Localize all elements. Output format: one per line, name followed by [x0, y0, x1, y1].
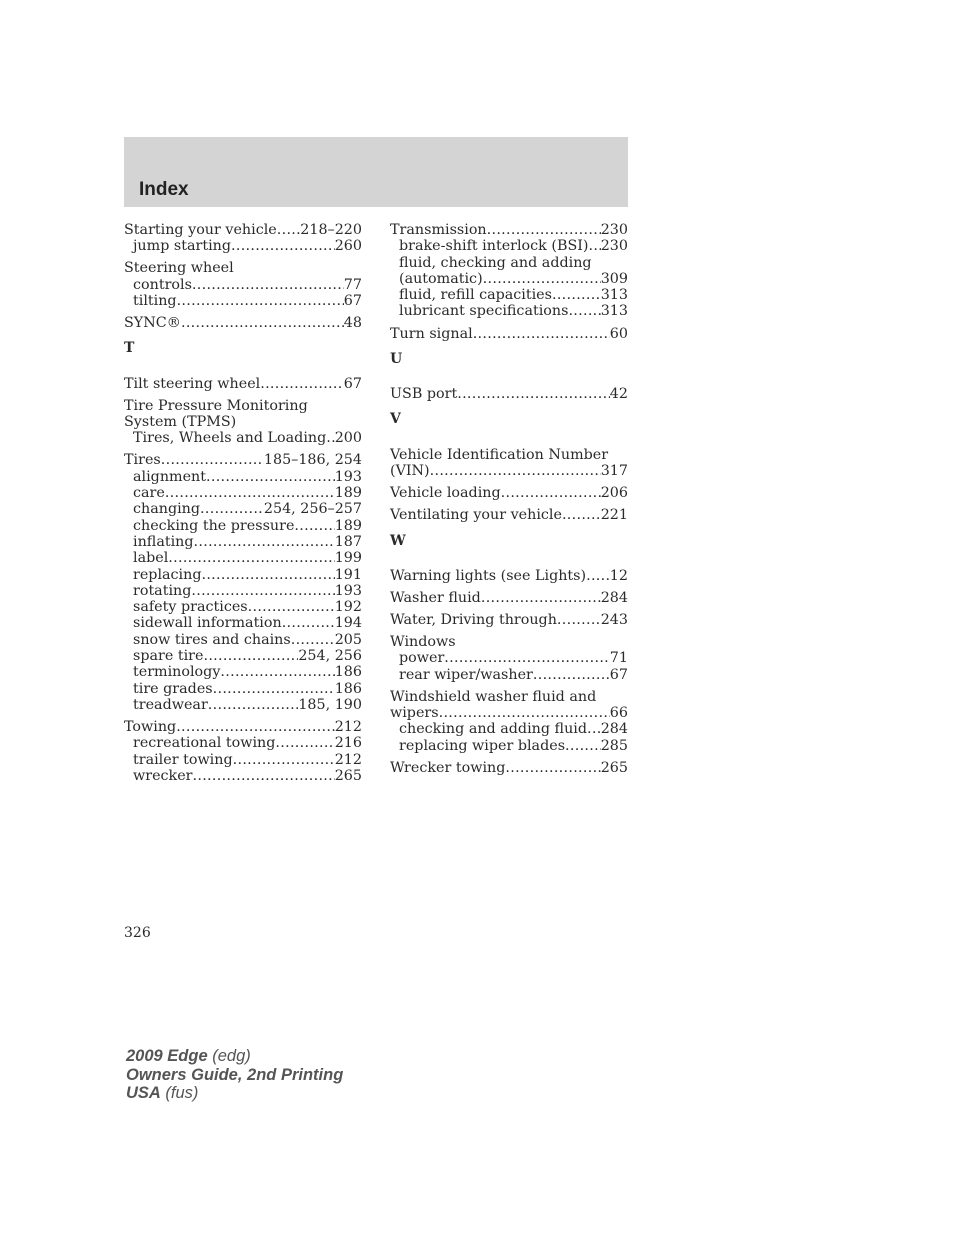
index-term: Ventilating your vehicle	[390, 507, 562, 524]
index-term: trailer towing	[133, 751, 233, 768]
index-entry	[390, 612, 628, 628]
index-term: safety practices	[133, 599, 248, 616]
index-page-ref: 260	[334, 238, 362, 255]
index-term: recreational towing	[133, 735, 276, 752]
dot-leader	[177, 293, 344, 309]
index-entry-line	[390, 222, 628, 238]
index-page-ref: 185, 190	[298, 696, 362, 713]
index-term: Steering wheel	[124, 260, 234, 277]
index-subentry-line	[124, 501, 362, 517]
index-term: Windshield washer fluid and	[390, 688, 597, 705]
index-entry-line	[124, 398, 362, 414]
index-entry	[124, 260, 362, 309]
index-entry-line	[390, 590, 628, 606]
footer-market: USA	[126, 1084, 161, 1102]
index-entry	[390, 507, 628, 523]
index-entry-line	[390, 634, 628, 650]
dot-leader	[191, 583, 334, 599]
index-term: sidewall information	[133, 615, 282, 632]
index-entry	[124, 222, 362, 255]
index-entry-line	[124, 260, 362, 276]
index-entry	[124, 315, 362, 331]
dot-leader	[282, 615, 335, 631]
dot-leader	[294, 518, 334, 534]
index-term: wrecker	[133, 767, 193, 784]
index-term: Windows	[390, 634, 456, 651]
index-subentry-line	[390, 721, 628, 737]
dot-leader	[565, 738, 601, 754]
index-page-ref: 313	[600, 303, 628, 320]
index-page-ref: 194	[334, 615, 362, 632]
index-subentry-line	[124, 485, 362, 501]
index-subentry-line	[124, 648, 362, 664]
index-page-ref: 60	[609, 325, 628, 342]
footer-guide: Owners Guide, 2nd Printing	[126, 1065, 344, 1084]
index-page-ref: 71	[609, 650, 628, 667]
footer-edition	[126, 1047, 343, 1103]
dot-leader	[505, 760, 600, 776]
index-page-ref: 317	[600, 463, 628, 480]
index-page-ref: 42	[609, 386, 628, 403]
index-entry-line	[390, 326, 628, 342]
dot-leader	[275, 735, 334, 751]
dot-leader	[206, 469, 335, 485]
dot-leader	[208, 697, 299, 713]
index-entry-line	[124, 452, 362, 468]
index-term: label	[133, 550, 169, 567]
index-subentry-line	[124, 277, 362, 293]
index-entry-line	[390, 447, 628, 463]
footer-line-3	[126, 1084, 343, 1103]
index-page-ref: 12	[609, 567, 628, 584]
dot-leader	[326, 430, 334, 446]
index-entry	[390, 689, 628, 754]
index-entry	[124, 452, 362, 713]
index-page-ref: 66	[609, 705, 628, 722]
dot-leader	[439, 705, 610, 721]
index-entry-line	[390, 568, 628, 584]
index-term: (VIN)	[390, 463, 430, 480]
footer-market-code: (fus)	[160, 1084, 199, 1102]
page-title: Index	[139, 179, 189, 200]
index-entry-line	[390, 612, 628, 628]
index-subentry-line	[124, 735, 362, 751]
index-page-ref: 189	[334, 485, 362, 502]
index-entry-line	[124, 719, 362, 735]
index-term: replacing wiper blades	[399, 737, 566, 754]
index-page-ref: 189	[334, 517, 362, 534]
index-page-ref: 313	[600, 287, 628, 304]
dot-leader	[231, 238, 335, 254]
index-term: controls	[133, 276, 192, 293]
index-entry	[124, 719, 362, 784]
dot-leader	[533, 667, 610, 683]
dot-leader	[481, 590, 601, 606]
index-page-ref: 67	[343, 375, 362, 392]
index-entry	[390, 447, 628, 480]
index-entry	[390, 222, 628, 320]
index-page-ref: 206	[600, 485, 628, 502]
index-page-ref: 67	[343, 292, 362, 309]
dot-leader	[176, 719, 335, 735]
index-page-ref: 265	[334, 767, 362, 784]
index-term: System (TPMS)	[124, 414, 237, 431]
index-entry-line	[390, 386, 628, 402]
index-term: wipers	[390, 705, 439, 722]
index-page-ref: 48	[343, 315, 362, 332]
index-subentry-line	[124, 469, 362, 485]
index-subentry-line	[124, 567, 362, 583]
index-entry	[124, 376, 362, 392]
index-subentry-line	[390, 287, 628, 303]
index-term: Warning lights (see Lights)	[390, 567, 587, 584]
index-entry-line	[390, 689, 628, 705]
dot-leader	[588, 238, 600, 254]
index-term: fluid, checking and adding	[399, 254, 592, 271]
footer-model: 2009 Edge	[126, 1047, 208, 1065]
dot-leader	[200, 501, 264, 517]
index-page-ref: 205	[334, 631, 362, 648]
index-subentry-line	[124, 534, 362, 550]
index-subentry-line	[124, 697, 362, 713]
index-subentry-line	[124, 293, 362, 309]
index-entry	[390, 485, 628, 501]
dot-leader	[213, 681, 335, 697]
index-subentry-line	[390, 303, 628, 319]
index-subentry-line	[390, 238, 628, 254]
dot-leader	[473, 326, 610, 342]
index-subentry-line	[124, 238, 362, 254]
index-term: jump starting	[133, 238, 232, 255]
index-term: checking and adding fluid	[399, 721, 588, 738]
index-term: Tire Pressure Monitoring	[124, 397, 308, 414]
dot-leader	[444, 650, 610, 666]
dot-leader	[201, 567, 334, 583]
index-subentry-line	[124, 681, 362, 697]
index-term: Vehicle loading	[390, 485, 501, 502]
dot-leader	[203, 648, 298, 664]
dot-leader	[248, 599, 335, 615]
index-term: Tilt steering wheel	[124, 375, 261, 392]
index-page-ref: 185–186, 254	[263, 452, 362, 469]
footer-model-code: (edg)	[207, 1047, 251, 1065]
index-page-ref: 200	[334, 430, 362, 447]
index-term: Washer fluid	[390, 589, 481, 606]
index-term: rear wiper/washer	[399, 666, 533, 683]
page-number: 326	[124, 925, 151, 941]
index-term: Tires	[124, 452, 161, 469]
dot-leader	[487, 222, 601, 238]
dot-leader	[193, 768, 335, 784]
index-page-ref: 254, 256	[298, 648, 362, 665]
index-entry	[124, 398, 362, 447]
dot-leader	[586, 568, 610, 584]
index-term: USB port	[390, 386, 458, 403]
index-page-ref: 186	[334, 680, 362, 697]
index-entry	[390, 568, 628, 584]
index-term: tilting	[133, 292, 177, 309]
index-term: replacing	[133, 566, 202, 583]
dot-leader	[194, 534, 335, 550]
index-page-ref: 254, 256–257	[263, 501, 362, 518]
index-term: Transmission	[390, 222, 487, 238]
index-term: (automatic)	[399, 270, 483, 287]
index-entry-line	[390, 463, 628, 479]
index-letter-heading: T	[124, 340, 135, 357]
index-page-ref: 191	[334, 566, 362, 583]
index-term: spare tire	[133, 648, 204, 665]
index-subentry-line	[124, 752, 362, 768]
dot-leader	[233, 752, 335, 768]
index-entry-line	[390, 485, 628, 501]
index-term: changing	[133, 501, 201, 518]
index-page-ref: 218–220	[300, 222, 362, 238]
index-term: Starting your vehicle	[124, 222, 277, 238]
index-term: care	[133, 485, 165, 502]
dot-leader	[562, 507, 601, 523]
index-letter-heading: V	[390, 411, 401, 428]
index-page-ref: 193	[334, 468, 362, 485]
index-entry	[390, 326, 628, 342]
index-letter-heading: U	[390, 350, 403, 367]
index-term: Tires, Wheels and Loading	[133, 430, 327, 447]
index-entry-line	[124, 315, 362, 331]
dot-leader	[457, 386, 610, 402]
index-term: lubricant specifications	[399, 303, 569, 320]
footer-line-1	[126, 1047, 343, 1066]
index-page-ref: 216	[334, 735, 362, 752]
dot-leader	[192, 277, 344, 293]
index-subentry-line	[124, 583, 362, 599]
index-subentry-line	[124, 599, 362, 615]
index-term: Vehicle Identification Number	[390, 446, 609, 463]
index-term: Water, Driving through	[390, 612, 557, 629]
index-subentry-line	[390, 650, 628, 666]
index-term: inflating	[133, 533, 194, 550]
index-column-right	[390, 222, 628, 782]
index-page-ref: 212	[334, 751, 362, 768]
index-page-ref: 67	[609, 666, 628, 683]
index-page-ref: 193	[334, 582, 362, 599]
index-entry	[390, 590, 628, 606]
index-page-ref: 309	[600, 270, 628, 287]
index-letter-heading: W	[390, 532, 406, 549]
dot-leader	[165, 485, 335, 501]
index-page-ref: 284	[600, 721, 628, 738]
index-page-ref: 284	[600, 589, 628, 606]
dot-leader	[483, 271, 601, 287]
index-term: checking the pressure	[133, 517, 295, 534]
dot-leader	[501, 485, 601, 501]
index-page-ref: 77	[343, 276, 362, 293]
index-subentry-line	[124, 768, 362, 784]
dot-leader	[557, 612, 601, 628]
index-entry-line	[390, 705, 628, 721]
index-entry-line	[124, 414, 362, 430]
index-term: terminology	[133, 664, 221, 681]
index-term: treadwear	[133, 696, 208, 713]
index-subentry-line	[390, 255, 628, 271]
dot-leader	[161, 452, 264, 468]
index-entry	[390, 386, 628, 402]
index-page-ref: 192	[334, 599, 362, 616]
dot-leader	[587, 721, 601, 737]
index-subentry-line	[124, 664, 362, 680]
index-page-ref: 285	[600, 737, 628, 754]
dot-leader	[568, 303, 600, 319]
index-subentry-line	[124, 550, 362, 566]
index-term: tire grades	[133, 680, 213, 697]
index-page-ref: 199	[334, 550, 362, 567]
index-term: rotating	[133, 582, 192, 599]
dot-leader	[220, 664, 334, 680]
index-entry-line	[124, 222, 362, 238]
index-entry-line	[124, 376, 362, 392]
index-subentry-line	[124, 518, 362, 534]
index-page-ref: 230	[600, 238, 628, 255]
index-subentry-line	[390, 738, 628, 754]
dot-leader	[277, 222, 301, 238]
index-page-ref: 243	[600, 612, 628, 629]
index-page-ref: 221	[600, 507, 628, 524]
index-page-ref: 265	[600, 759, 628, 776]
index-column-left	[124, 222, 362, 790]
index-subentry-line	[390, 271, 628, 287]
footer-line-2	[126, 1066, 343, 1085]
index-entry-line	[390, 507, 628, 523]
index-page-ref: 187	[334, 533, 362, 550]
dot-leader	[168, 550, 334, 566]
dot-leader	[260, 376, 344, 392]
index-subentry-line	[124, 430, 362, 446]
dot-leader	[181, 315, 344, 331]
index-page-ref: 230	[600, 222, 628, 238]
index-term: Turn signal	[390, 325, 473, 342]
index-entry	[390, 760, 628, 776]
index-subentry-line	[390, 667, 628, 683]
index-entry-line	[390, 760, 628, 776]
dot-leader	[291, 632, 335, 648]
index-term: alignment	[133, 468, 206, 485]
dot-leader	[552, 287, 601, 303]
index-term: power	[399, 650, 445, 667]
index-subentry-line	[124, 632, 362, 648]
index-page-ref: 186	[334, 664, 362, 681]
index-header-band	[124, 137, 628, 207]
index-term: fluid, refill capacities	[399, 287, 552, 304]
index-term: SYNC®	[124, 315, 181, 332]
index-subentry-line	[124, 615, 362, 631]
index-term: snow tires and chains	[133, 631, 291, 648]
index-term: Towing	[124, 719, 177, 735]
index-term: brake-shift interlock (BSI)	[399, 238, 589, 255]
index-term: Wrecker towing	[390, 759, 506, 776]
index-page-ref: 212	[334, 719, 362, 735]
dot-leader	[430, 463, 601, 479]
index-entry	[390, 634, 628, 683]
